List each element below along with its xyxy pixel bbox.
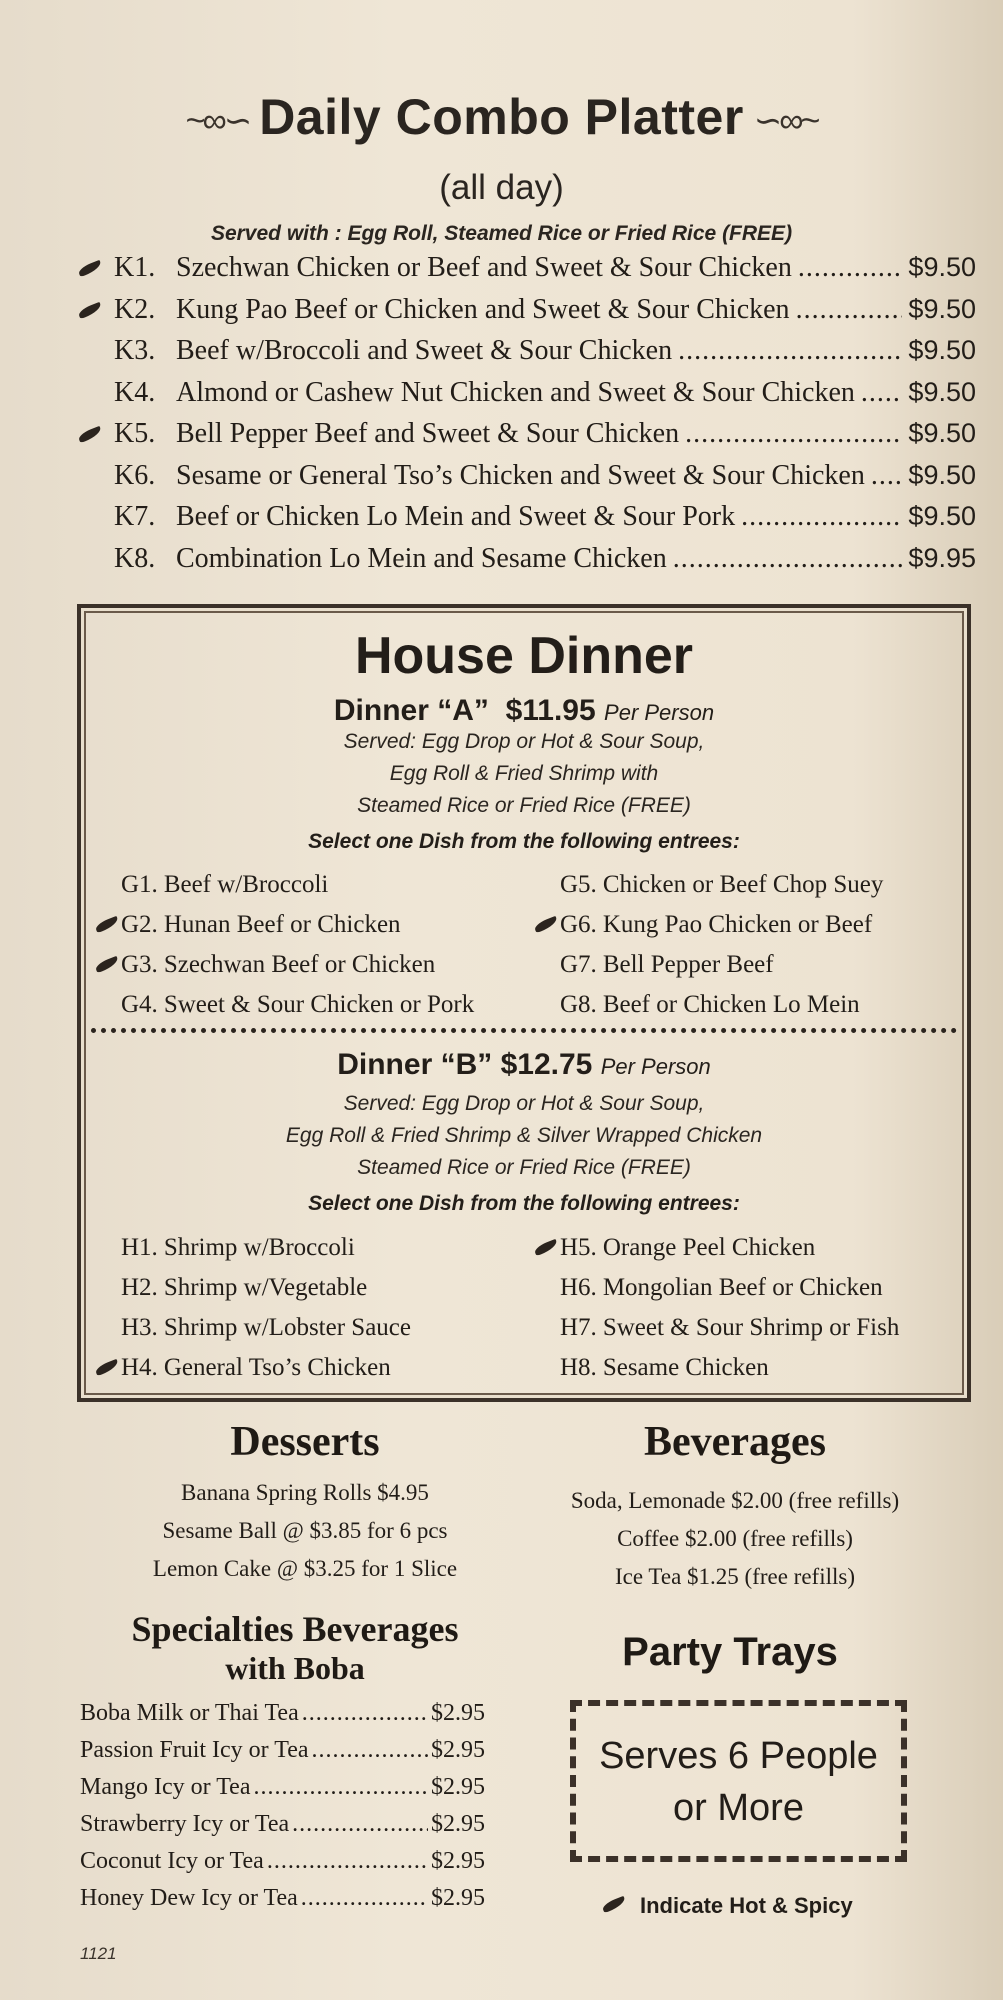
entree-name: Shrimp w/Lobster Sauce xyxy=(163,1314,411,1341)
leader-dots xyxy=(292,1811,428,1838)
item-price: $9.50 xyxy=(908,459,976,490)
chili-pepper-icon xyxy=(600,1900,628,1912)
specialties-title: Specialties Beverages xyxy=(131,1609,459,1649)
chili-pepper-icon xyxy=(93,1363,121,1375)
flourish-left-icon: ~∞∽ xyxy=(185,101,250,140)
boba-list xyxy=(80,1700,485,1922)
combo-item xyxy=(76,501,976,543)
entree-item xyxy=(532,1268,899,1308)
item-code: K2. xyxy=(114,293,156,325)
boba-name: Coconut Icy or Tea xyxy=(80,1848,264,1874)
boba-name: Boba Milk or Thai Tea xyxy=(80,1700,299,1726)
dinner-a-header xyxy=(81,694,967,728)
entree-code: H8. xyxy=(560,1354,597,1381)
item-name: Sesame or General Tso’s Chicken and Sweet & Sour Chicken xyxy=(176,459,865,491)
party-line-2: or More xyxy=(673,1787,804,1829)
dinner-b-served-2: Egg Roll & Fried Shrimp & Silver Wrapped Chicken xyxy=(285,1124,763,1147)
dinner-a-per: Per Person xyxy=(604,700,715,725)
entree-code: H2. xyxy=(121,1274,158,1301)
entree-name: Sweet & Sour Chicken or Pork xyxy=(163,991,475,1018)
specialties-subtitle: with Boba xyxy=(225,1650,365,1686)
dessert-item: Banana Spring Rolls $4.95 xyxy=(181,1480,429,1505)
combo-title: Daily Combo Platter xyxy=(259,89,744,145)
pepper-slot xyxy=(532,911,560,939)
dinner-divider xyxy=(91,1028,957,1033)
entree-code: H5. xyxy=(560,1234,597,1261)
leader-dots xyxy=(796,294,903,326)
party-line-1: Serves 6 People xyxy=(599,1735,878,1777)
entree-code: H3. xyxy=(121,1314,158,1341)
entree-code: G3. xyxy=(121,951,158,978)
leader-dots xyxy=(312,1737,428,1764)
entree-item xyxy=(532,905,883,945)
pepper-slot xyxy=(93,951,121,979)
dinner-b-left-col xyxy=(93,1228,411,1388)
boba-price: $2.95 xyxy=(431,1700,485,1726)
entree-item xyxy=(532,1228,899,1268)
leader-dots xyxy=(673,543,903,575)
combo-item xyxy=(76,543,976,585)
beverage-item: Soda, Lemonade $2.00 (free refills) xyxy=(570,1488,900,1513)
entree-code: G7. xyxy=(560,951,597,978)
item-price: $9.50 xyxy=(908,501,976,531)
entree-name: Kung Pao Chicken or Beef xyxy=(602,911,873,938)
item-name: Combination Lo Mein and Sesame Chicken xyxy=(176,542,667,574)
item-price: $9.50 xyxy=(908,335,976,365)
entree-item xyxy=(93,905,474,945)
entree-code: H4. xyxy=(121,1354,158,1381)
dinner-b-right-col xyxy=(532,1228,899,1388)
leader-dots xyxy=(267,1848,428,1875)
item-code: K6. xyxy=(114,459,156,491)
item-code: K4. xyxy=(114,376,156,408)
entree-name: Bell Pepper Beef xyxy=(602,951,774,978)
boba-item xyxy=(80,1885,485,1922)
item-price: $9.50 xyxy=(908,252,976,282)
entree-name: General Tso’s Chicken xyxy=(163,1354,391,1381)
entree-item xyxy=(93,1228,411,1268)
dinner-a-label: Dinner “A” xyxy=(333,694,489,727)
entree-name: Szechwan Beef or Chicken xyxy=(163,951,436,978)
pepper-slot xyxy=(76,252,114,284)
boba-item xyxy=(80,1737,485,1774)
item-price: $9.50 xyxy=(908,418,976,448)
boba-name: Passion Fruit Icy or Tea xyxy=(80,1737,309,1763)
entree-name: Orange Peel Chicken xyxy=(602,1234,816,1261)
combo-item xyxy=(76,460,976,502)
entree-item xyxy=(93,985,474,1025)
dinner-b-header xyxy=(81,1048,967,1082)
boba-price: $2.95 xyxy=(431,1811,485,1837)
dinner-b-per: Per Person xyxy=(600,1054,711,1079)
party-trays-box xyxy=(570,1700,907,1862)
entree-name: Mongolian Beef or Chicken xyxy=(602,1274,883,1301)
dinner-a-served-2: Egg Roll & Fried Shrimp with xyxy=(389,762,659,785)
entree-item xyxy=(532,985,883,1025)
chili-pepper-icon xyxy=(76,306,104,318)
leader-dots xyxy=(861,377,903,409)
entree-name: Beef w/Broccoli xyxy=(163,871,329,898)
entree-item xyxy=(93,1268,411,1308)
leader-dots xyxy=(253,1774,428,1801)
combo-item xyxy=(76,294,976,336)
boba-item xyxy=(80,1848,485,1885)
beverage-item: Ice Tea $1.25 (free refills) xyxy=(615,1564,855,1589)
dinner-b-select: Select one Dish from the following entrees: xyxy=(308,1192,740,1215)
chili-pepper-icon xyxy=(93,960,121,972)
item-price: $9.50 xyxy=(908,376,976,407)
entree-item xyxy=(532,1308,899,1348)
leader-dots xyxy=(798,252,903,284)
boba-name: Strawberry Icy or Tea xyxy=(80,1811,290,1837)
chili-pepper-icon xyxy=(93,920,121,932)
item-name: Kung Pao Beef or Chicken and Sweet & Sour Chicken xyxy=(176,293,790,325)
dinner-b-price: $12.75 xyxy=(500,1048,593,1081)
leader-dots xyxy=(685,418,902,450)
entree-name: Chicken or Beef Chop Suey xyxy=(602,871,884,898)
entree-name: Sweet & Sour Shrimp or Fish xyxy=(602,1314,900,1341)
boba-name: Mango Icy or Tea xyxy=(80,1774,251,1800)
entree-item xyxy=(532,1348,899,1388)
pepper-slot xyxy=(93,911,121,939)
boba-price: $2.95 xyxy=(431,1885,485,1911)
combo-title-row xyxy=(0,88,1003,146)
entree-name: Hunan Beef or Chicken xyxy=(163,911,401,938)
combo-item xyxy=(76,377,976,419)
chili-pepper-icon xyxy=(532,1243,560,1255)
entree-code: G5. xyxy=(560,871,597,898)
beverages-title: Beverages xyxy=(644,1419,826,1465)
item-price: $9.95 xyxy=(908,542,976,573)
entree-name: Sesame Chicken xyxy=(602,1354,769,1381)
item-code: K7. xyxy=(114,501,156,532)
item-name: Szechwan Chicken or Beef and Sweet & Sour Chicken xyxy=(176,252,792,283)
boba-item xyxy=(80,1774,485,1811)
entree-item xyxy=(93,945,474,985)
dessert-item: Lemon Cake @ $3.25 for 1 Slice xyxy=(152,1556,458,1581)
entree-name: Beef or Chicken Lo Mein xyxy=(602,991,860,1018)
dinner-b-label: Dinner “B” xyxy=(337,1048,493,1081)
entree-code: G6. xyxy=(560,911,597,938)
boba-item xyxy=(80,1811,485,1848)
item-name: Bell Pepper Beef and Sweet & Sour Chicken xyxy=(176,418,680,449)
entree-code: G1. xyxy=(121,871,158,898)
entree-item xyxy=(93,1308,411,1348)
entree-item xyxy=(532,945,883,985)
chili-pepper-icon xyxy=(76,264,104,276)
boba-price: $2.95 xyxy=(431,1848,485,1874)
pepper-slot xyxy=(76,294,114,326)
boba-name: Honey Dew Icy or Tea xyxy=(80,1885,298,1911)
boba-price: $2.95 xyxy=(431,1737,485,1763)
boba-item xyxy=(80,1700,485,1737)
party-trays-text xyxy=(576,1730,901,1834)
beverage-item: Coffee $2.00 (free refills) xyxy=(617,1526,853,1551)
item-name: Beef w/Broccoli and Sweet & Sour Chicken xyxy=(176,335,673,366)
entree-code: G4. xyxy=(121,991,158,1018)
combo-item xyxy=(76,335,976,377)
dinner-b-served-1: Served: Egg Drop or Hot & Sour Soup, xyxy=(343,1092,705,1115)
entree-name: Shrimp w/Broccoli xyxy=(163,1234,355,1261)
item-code: K8. xyxy=(114,542,156,574)
pepper-slot xyxy=(532,1234,560,1262)
dinner-a-served-3: Steamed Rice or Fried Rice (FREE) xyxy=(357,794,691,817)
entree-code: H1. xyxy=(121,1234,158,1261)
item-price: $9.50 xyxy=(908,293,976,324)
entree-item xyxy=(93,1348,411,1388)
combo-subtitle: (all day) xyxy=(439,168,564,207)
chili-pepper-icon xyxy=(532,920,560,932)
entree-code: G2. xyxy=(121,911,158,938)
party-trays-title: Party Trays xyxy=(622,1630,838,1674)
leader-dots xyxy=(741,501,902,533)
entree-code: G8. xyxy=(560,991,597,1018)
chili-pepper-icon xyxy=(76,430,104,442)
house-title: House Dinner xyxy=(354,627,694,685)
dinner-a-left-col xyxy=(93,865,474,1025)
combo-served: Served with : Egg Roll, Steamed Rice or Fried Rice (FREE) xyxy=(210,222,793,245)
flourish-right-icon: ∽∞~ xyxy=(753,101,818,140)
desserts-title: Desserts xyxy=(230,1419,380,1465)
combo-item xyxy=(76,418,976,460)
hot-spicy-legend xyxy=(600,1893,853,1919)
dinner-a-select: Select one Dish from the following entrees: xyxy=(308,830,740,853)
dinner-a-served-1: Served: Egg Drop or Hot & Sour Soup, xyxy=(343,730,705,753)
dinner-b-served-3: Steamed Rice or Fried Rice (FREE) xyxy=(357,1156,691,1179)
leader-dots xyxy=(302,1700,428,1727)
boba-price: $2.95 xyxy=(431,1774,485,1800)
entree-code: H6. xyxy=(560,1274,597,1301)
pepper-slot xyxy=(93,1354,121,1382)
entree-name: Shrimp w/Vegetable xyxy=(163,1274,368,1301)
item-code: K1. xyxy=(114,252,156,283)
legend-text: Indicate Hot & Spicy xyxy=(640,1893,853,1918)
print-code: 1121 xyxy=(80,1944,117,1963)
dessert-item: Sesame Ball @ $3.85 for 6 pcs xyxy=(162,1518,448,1543)
entree-item xyxy=(532,865,883,905)
leader-dots xyxy=(301,1885,428,1912)
item-name: Almond or Cashew Nut Chicken and Sweet & Sour Chicken xyxy=(176,376,855,408)
dinner-a-right-col xyxy=(532,865,883,1025)
item-name: Beef or Chicken Lo Mein and Sweet & Sour Pork xyxy=(176,501,736,532)
dinner-a-price: $11.95 xyxy=(505,694,596,727)
pepper-slot xyxy=(76,418,114,450)
leader-dots xyxy=(871,460,903,492)
combo-list xyxy=(76,252,976,584)
entree-item xyxy=(93,865,474,905)
leader-dots xyxy=(678,335,902,367)
entree-code: H7. xyxy=(560,1314,597,1341)
combo-item xyxy=(76,252,976,294)
house-dinner-box xyxy=(77,604,971,1402)
item-code: K5. xyxy=(114,418,156,449)
item-code: K3. xyxy=(114,335,156,366)
